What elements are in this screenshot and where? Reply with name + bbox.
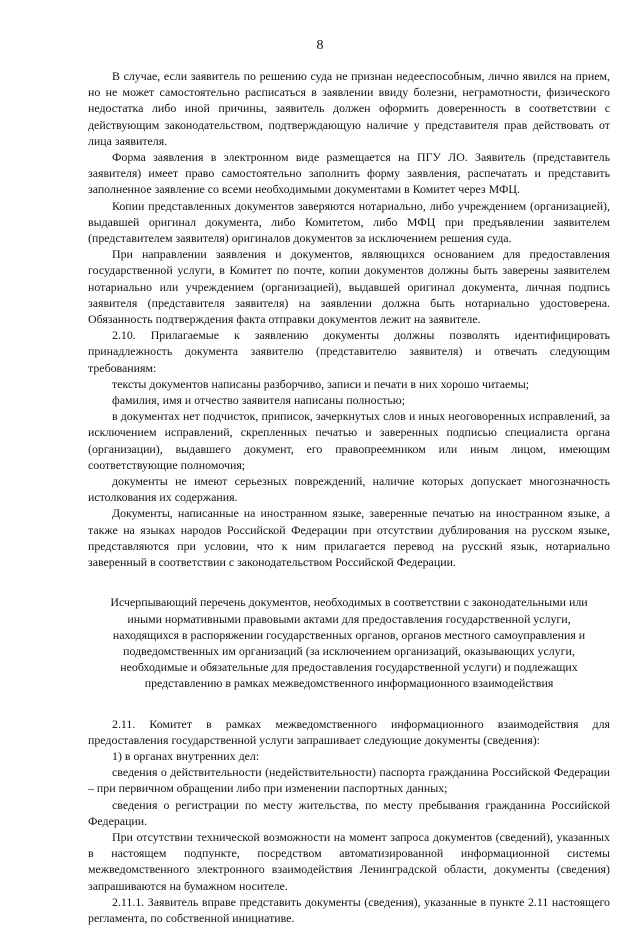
paragraph-postal-submission: При направлении заявления и документов, являющихся основанием для предоставления государственной услуги, в Комитет по почте, копии документов должны быть заверены заявителем нотариально или учреждением (организацией), выдавшей оригинал документа, личная подпись заявителя (представителя заявителя) на заявлении должна быть нотариально удостоверена. Обязанность подтверждения факта отправки документов лежит на заявителе.	[88, 247, 610, 327]
paragraph-no-technical-possibility: При отсутствии технической возможности на момент запроса документов (сведений), указанных в настоящем подпункте, посредством автоматизированной информационной системы межведомственного электронного взаимодействия Ленинградской области, документы (сведения) запрашиваются на бумажном носителе.	[88, 829, 610, 893]
paragraph-2-11-1: 2.11.1. Заявитель вправе представить документы (сведения), указанные в пункте 2.11 настоящего регламента, по собственной инициативе.	[88, 894, 610, 925]
requirement-item: тексты документов написаны разборчиво, записи и печати в них хорошо читаемы;	[112, 376, 530, 391]
page-number: 8	[316, 38, 324, 53]
requirement-item: документы не имеют серьезных повреждений, наличие которых допускает многозначность истолкования их содержания.	[88, 474, 610, 505]
paragraph-2-10: 2.10. Прилагаемые к заявлению документы должны позволять идентифицировать принадлежность документа заявителю (представителю заявителя) и отвечать следующим требованиям:	[88, 328, 610, 375]
requirement-item: в документах нет подчисток, приписок, зачеркнутых слов и иных неоговоренных исправлений, за исключением исправлений, скрепленных печатью и заверенных подписью специалиста органа (организации), выдавшего документ, его правопреемником или иным лицом, имеющим соответствующие полномочия;	[88, 409, 610, 472]
paragraph-2-11: 2.11. Комитет в рамках межведомственного информационного взаимодействия для предоставления государственной услуги запрашивает следующие документы (сведения):	[88, 716, 610, 747]
paragraph-copies-certification: Копии представленных документов заверяются нотариально, либо учреждением (организацией), выдавшей оригинал документа, либо Комитетом, либо МФЦ при предъявлении заявителем (представителем заявителя) оригиналов документов за исключением решения суда.	[88, 198, 610, 246]
paragraph-foreign-language: Документы, написанные на иностранном языке, заверенные печатью на иностранном языке, а также на языках народов Российской Федерации при отсутствии дублирования на русском языке, представляются при условии, что к ним прилагается перевод на русский язык, нотариально заверенный в соответствии с законодательством Российской Федерации.	[88, 506, 610, 570]
list-item: сведения о регистрации по месту жительства, по месту пребывания гражданина Российской Федерации.	[88, 797, 610, 828]
paragraph-electronic-form: Форма заявления в электронном виде размещается на ПГУ ЛО. Заявитель (представитель заявителя) имеет право самостоятельно заполнить форму заявления, распечатать и представить заполненное заявление со всеми необходимыми документами в Комитет через МФЦ.	[88, 150, 610, 197]
list-item: 1) в органах внутренних дел:	[112, 748, 260, 763]
paragraph-representative-proxy: В случае, если заявитель по решению суда не признан недееспособным, лично явился на прием, но не может самостоятельно расписаться в заявлении ввиду болезни, неграмотности, физического недостатка либо иной причины, заявитель должен оформить доверенность в соответствии с действующим законодательством, подтверждающую наличие у представителя прав действовать от лица заявителя.	[88, 69, 610, 148]
document-body	[88, 68, 610, 926]
list-item: сведения о действительности (недействительности) паспорта гражданина Российской Федерации – при первичном обращении либо при изменении паспортных данных;	[88, 765, 610, 796]
section-heading: Исчерпывающий перечень документов, необходимых в соответствии с законодательными или иными нормативными правовыми актами для предоставления государственной услуги, находящихся в распоряжении государственных органов, органов местного самоуправления и подведомственных им организаций (за исключением организаций, оказывающих услуги, необходимые и обязательные для предоставления государственной услуги) и подлежащих представлению в рамках межведомственного информационного взаимодействия	[110, 595, 588, 691]
requirement-item: фамилия, имя и отчество заявителя написаны полностью;	[112, 393, 405, 408]
